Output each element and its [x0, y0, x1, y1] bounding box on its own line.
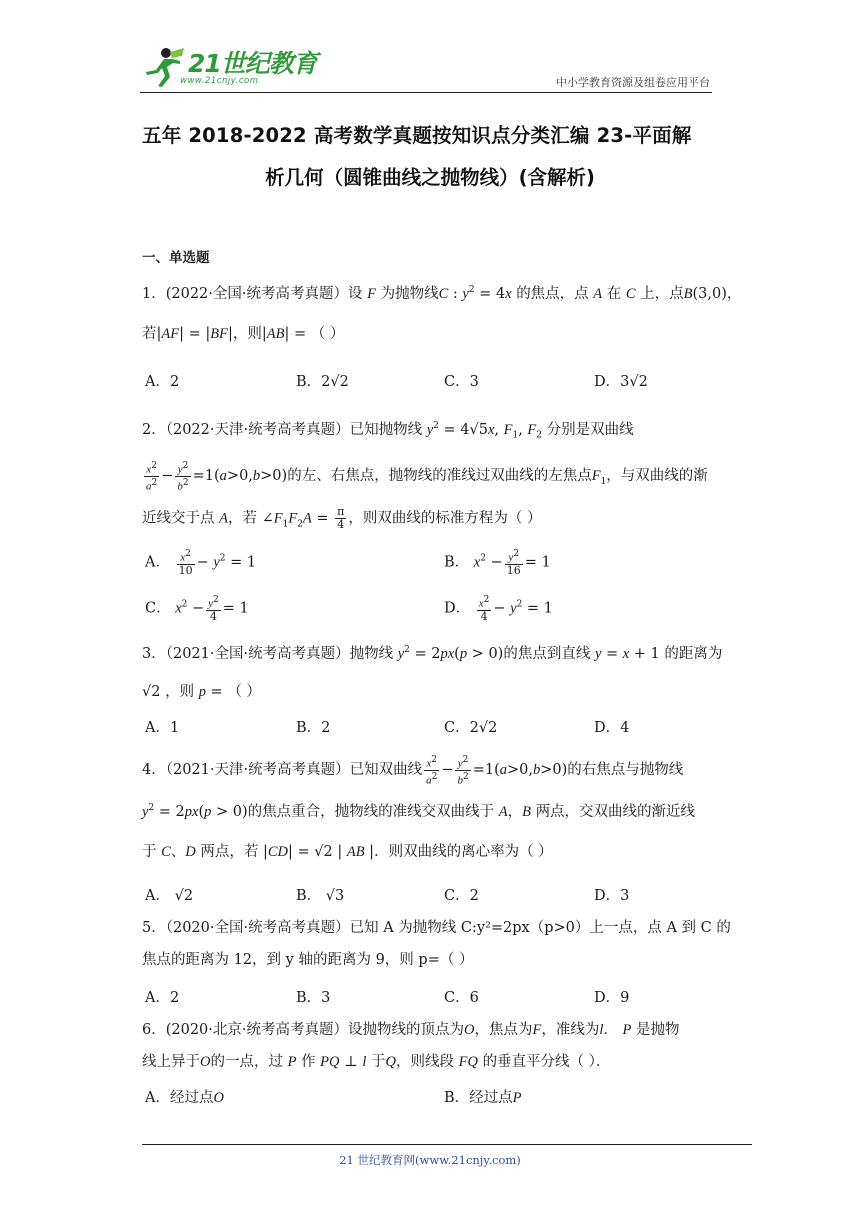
q2-line1: 2．（2022·天津·统考高考真题）已知抛物线 $y^2 = 4√5x$, $F_1$, $F_2$ 分别是双曲线 [142, 421, 634, 441]
platform-name: 中小学教育资源及组卷应用平台 [556, 76, 710, 89]
q6-line1: 6．(2020·北京·统考高考真题）设抛物线的顶点为O，焦点为F，准线为l． P 是抛物 [142, 1022, 680, 1038]
q1-option-c[interactable]: C．3 [444, 374, 479, 390]
q3-option-b[interactable]: B．2 [296, 720, 331, 736]
q2-option-a[interactable]: A． $\frac{x^2}{10}$ − $y^2 = 1$ [145, 549, 257, 577]
logo-url: www.21cnjy.com [180, 76, 259, 86]
section-heading: 一、单选题 [142, 250, 210, 266]
q1-option-d[interactable]: D．3√2 [594, 374, 648, 390]
logo [140, 46, 320, 92]
q4-option-c[interactable]: C．2 [444, 888, 479, 904]
logo-text: 21世纪教育 [188, 49, 317, 78]
q2-option-d[interactable]: D． $\frac{x^2}{4}$ − $y^2 = 1$ [444, 595, 553, 623]
q5-option-c[interactable]: C．6 [444, 990, 479, 1006]
q1-line1: 1．(2022·全国·统考高考真题）设 F 为抛物线C : $y^2 = 4x$ 的焦点，点 A 在 C 上，点B(3,0)， [142, 285, 742, 302]
q3-line1: 3．（2021·全国·统考高考真题）抛物线 $y^2 = 2px(p > 0)$的焦点到直线 y = x + 1 的距离为 [142, 645, 723, 662]
q4-line2: $y^2 = 2px(p > 0)$的焦点重合，抛物线的准线交双曲线于 A，B 两点，交双曲线的渐近线 [142, 803, 696, 820]
q5-line1: 5．（2020·全国·统考高考真题）已知 A 为抛物线 C:y²=2px（p>0）上一点，点 A 到 C 的 [142, 920, 731, 936]
q2-option-b[interactable]: B． $x^2$ − $\frac{y^2}{16}$ = 1 [444, 549, 551, 577]
q3-option-d[interactable]: D．4 [594, 720, 630, 736]
q5-option-a[interactable]: A．2 [145, 990, 180, 1006]
q3-option-c[interactable]: C．2√2 [444, 720, 498, 736]
q5-option-d[interactable]: D．9 [594, 990, 630, 1006]
q1-option-b[interactable]: B．2√2 [296, 374, 349, 390]
page-title-line2: 析几何（圆锥曲线之抛物线）(含解析) [265, 166, 595, 189]
q3-option-a[interactable]: A．1 [145, 720, 180, 736]
q2-line2: $\frac{x^2}{a^2}$ − $\frac{y^2}{b^2}$ =1(a>0,b>0)的左、右焦点，抛物线的准线过双曲线的左焦点$F_1$，与双曲线的渐 [146, 461, 708, 493]
q4-option-a[interactable]: A． √2 [145, 888, 194, 904]
q4-line3: 于 C、D 两点，若 |CD| = √2 | AB |．则双曲线的离心率为（ ） [142, 844, 553, 860]
page-title-line1: 五年 2018-2022 高考数学真题按知识点分类汇编 23-平面解 [142, 124, 692, 147]
q2-option-c[interactable]: C． $x^2$ − $\frac{y^2}{4}$ = 1 [145, 595, 249, 623]
q4-line1: 4．（2021·天津·统考高考真题）已知双曲线 $\frac{x^2}{a^2}$ − $\frac{y^2}{b^2}$ =1(a>0,b>0)的右焦点与抛物线 [142, 755, 684, 787]
header-divider [140, 92, 712, 93]
q4-option-b[interactable]: B． √3 [296, 888, 345, 904]
q1-line2: 若|AF| = |BF|，则|AB| = （ ） [142, 326, 345, 342]
footer-divider [142, 1144, 752, 1145]
q3-line2: √2 ，则 p = （ ） [142, 684, 261, 700]
q6-option-a[interactable]: A．经过点O [145, 1090, 224, 1106]
q5-line2: 焦点的距离为 12，到 y 轴的距离为 9，则 p=（ ） [142, 952, 474, 968]
q5-option-b[interactable]: B．3 [296, 990, 331, 1006]
q1-option-a[interactable]: A．2 [145, 374, 180, 390]
q4-option-d[interactable]: D．3 [594, 888, 630, 904]
q2-line3: 近线交于点 A，若 $\angle F_1F_2A$ = $\frac{\pi}{4}$ ，则双曲线的标准方程为（ ） [142, 505, 542, 531]
footer-link[interactable]: 21 世纪教育网(www.21cnjy.com) [339, 1153, 521, 1167]
q6-option-b[interactable]: B．经过点P [444, 1090, 522, 1106]
q6-line2: 线上异于O的一点，过 P 作 PQ ⊥ l 于Q，则线段 FQ 的垂直平分线（ ）． [142, 1054, 611, 1070]
